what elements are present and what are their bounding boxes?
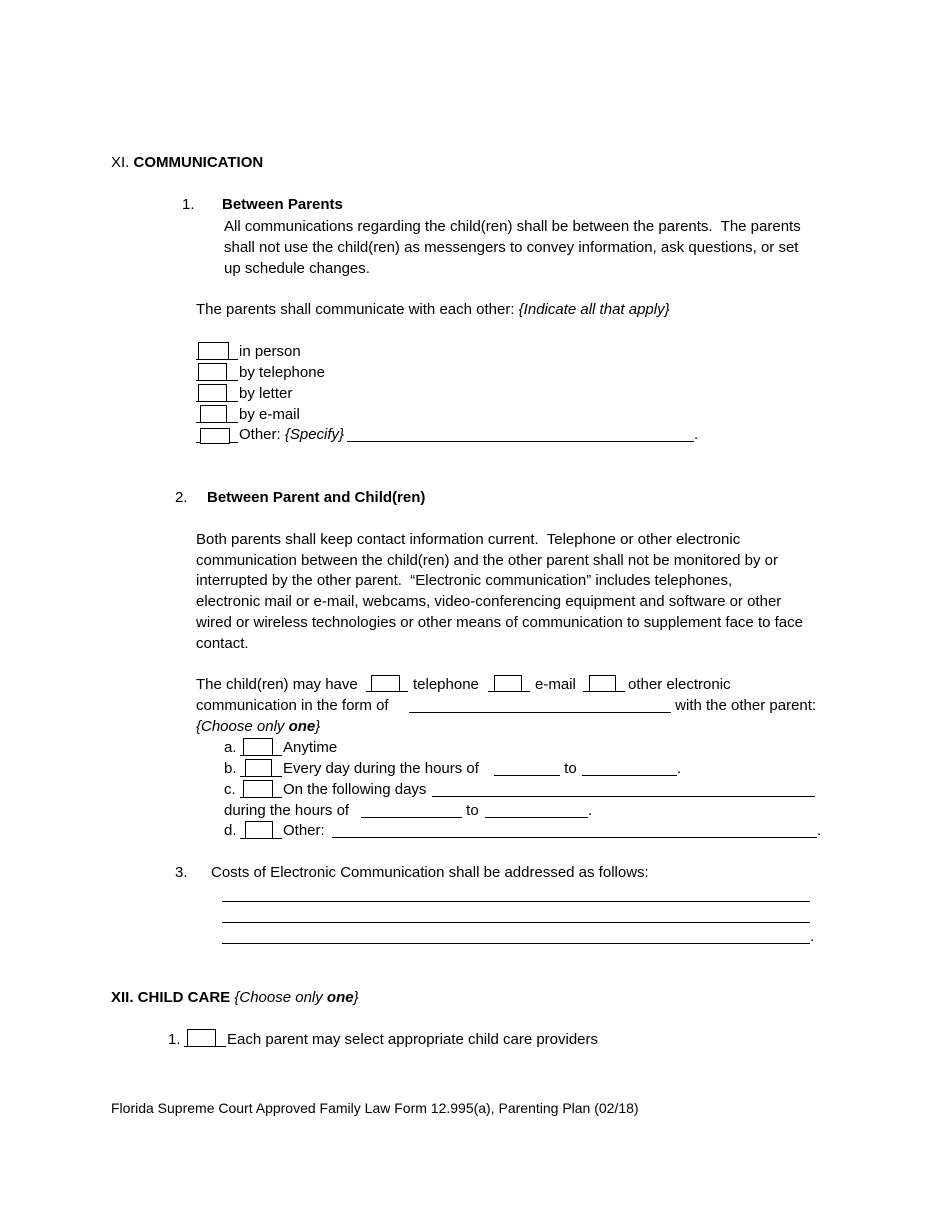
- period: .: [810, 928, 815, 945]
- hours-from-input[interactable]: [361, 817, 462, 818]
- item-3-number: 3.: [175, 864, 188, 881]
- with-other-parent-text: with the other parent:: [671, 697, 817, 714]
- specify-note: {Specify}: [284, 426, 345, 443]
- section-xi-title: COMMUNICATION: [133, 154, 264, 171]
- other-label: [239, 425, 344, 445]
- item-2-para-line: interrupted by the other parent. “Electronic communication” includes telephones,: [196, 572, 733, 589]
- child-care-providers-checkbox[interactable]: [187, 1029, 216, 1047]
- other-checkbox[interactable]: [200, 428, 230, 444]
- page-footer: Florida Supreme Court Approved Family Law Form 12.995(a), Parenting Plan (02/18): [111, 1100, 639, 1116]
- hours-to-input[interactable]: [485, 817, 588, 818]
- period: .: [694, 426, 699, 443]
- choose-prefix: {Choose only: [196, 718, 289, 735]
- following-days-label: On the following days: [283, 781, 427, 798]
- item-1-para-line: shall not use the child(ren) as messengers to convey information, ask questions, or set: [224, 239, 799, 256]
- may-have-text: The child(ren) may have: [196, 676, 362, 693]
- by-letter-checkbox[interactable]: [198, 384, 227, 402]
- other-specify-input[interactable]: [347, 441, 694, 442]
- period: .: [677, 760, 682, 777]
- choose-only-one-note: [196, 717, 320, 737]
- item-1-para-line: All communications regarding the child(ren) shall be between the parents. The parents: [224, 218, 801, 235]
- other-electronic-checkbox[interactable]: [589, 675, 616, 692]
- by-letter-label: by letter: [239, 385, 293, 402]
- item-2-para-line: contact.: [196, 635, 249, 652]
- communicate-lead: [196, 300, 670, 320]
- option-b-letter: b.: [224, 760, 237, 777]
- every-day-to-input[interactable]: [582, 775, 677, 776]
- email-label: e-mail: [535, 676, 581, 693]
- section-xii-heading: [111, 988, 359, 1008]
- other-option-label: Other:: [283, 822, 329, 839]
- section-xii-title: XII. CHILD CARE: [111, 989, 231, 1006]
- item-2-para-line: electronic mail or e-mail, webcams, video-conferencing equipment and software or other: [196, 593, 782, 610]
- every-day-checkbox[interactable]: [245, 759, 272, 777]
- following-days-checkbox[interactable]: [243, 780, 273, 798]
- anytime-checkbox[interactable]: [243, 738, 273, 756]
- section-xi-roman: XI.: [111, 154, 130, 171]
- by-telephone-label: by telephone: [239, 364, 325, 381]
- period: .: [588, 802, 593, 819]
- item-2-heading: Between Parent and Child(ren): [207, 489, 426, 506]
- choose-prefix: {Choose only: [230, 989, 327, 1006]
- hours-to: to: [462, 802, 483, 819]
- costs-input-line[interactable]: [222, 943, 810, 944]
- following-days-input[interactable]: [432, 796, 815, 797]
- option-a-letter: a.: [224, 739, 237, 756]
- every-day-from-input[interactable]: [494, 775, 560, 776]
- choose-one: one: [326, 989, 354, 1006]
- period: .: [817, 822, 822, 839]
- child-care-providers-label: Each parent may select appropriate child care providers: [227, 1031, 599, 1048]
- item-2-para-line: Both parents shall keep contact information current. Telephone or other electronic: [196, 531, 741, 548]
- item-2-para-line: communication between the child(ren) and the other parent shall not be monitored by or: [196, 552, 779, 569]
- during-hours-label: during the hours of: [224, 802, 354, 819]
- costs-input-line[interactable]: [222, 922, 810, 923]
- form-of-input[interactable]: [409, 712, 671, 713]
- telephone-checkbox[interactable]: [371, 675, 400, 692]
- every-day-to: to: [560, 760, 581, 777]
- communicate-lead-text: The parents shall communicate with each other:: [196, 301, 519, 318]
- email-checkbox[interactable]: [494, 675, 522, 692]
- other-electronic-label: other electronic: [628, 676, 731, 693]
- option-c-letter: c.: [224, 781, 236, 798]
- in-person-checkbox[interactable]: [198, 342, 229, 360]
- item-3-text: Costs of Electronic Communication shall be addressed as follows:: [211, 864, 649, 881]
- telephone-label: telephone: [413, 676, 484, 693]
- option-d-letter: d.: [224, 822, 237, 839]
- by-email-label: by e-mail: [239, 406, 300, 423]
- choose-suffix: }: [315, 718, 321, 735]
- indicate-all-note: {Indicate all that apply}: [518, 301, 670, 318]
- by-email-checkbox[interactable]: [200, 405, 227, 423]
- choose-one: one: [288, 718, 316, 735]
- item-2-number: 2.: [175, 489, 188, 506]
- form-of-text: communication in the form of: [196, 697, 393, 714]
- anytime-label: Anytime: [283, 739, 338, 756]
- item-1-para-line: up schedule changes.: [224, 260, 370, 277]
- child-care-item-1-number: 1.: [168, 1031, 181, 1048]
- by-telephone-checkbox[interactable]: [198, 363, 227, 381]
- section-xi-heading: [111, 153, 263, 173]
- other-label-text: Other:: [239, 426, 285, 443]
- other-option-checkbox[interactable]: [245, 821, 273, 839]
- choose-suffix: }: [353, 989, 359, 1006]
- item-1-number: 1.: [182, 196, 195, 213]
- every-day-label: Every day during the hours of: [283, 760, 484, 777]
- costs-input-line[interactable]: [222, 901, 810, 902]
- item-1-heading: Between Parents: [222, 196, 343, 213]
- other-option-input[interactable]: [332, 837, 817, 838]
- in-person-label: in person: [239, 343, 301, 360]
- item-2-para-line: wired or wireless technologies or other means of communication to supplement face to face: [196, 614, 803, 631]
